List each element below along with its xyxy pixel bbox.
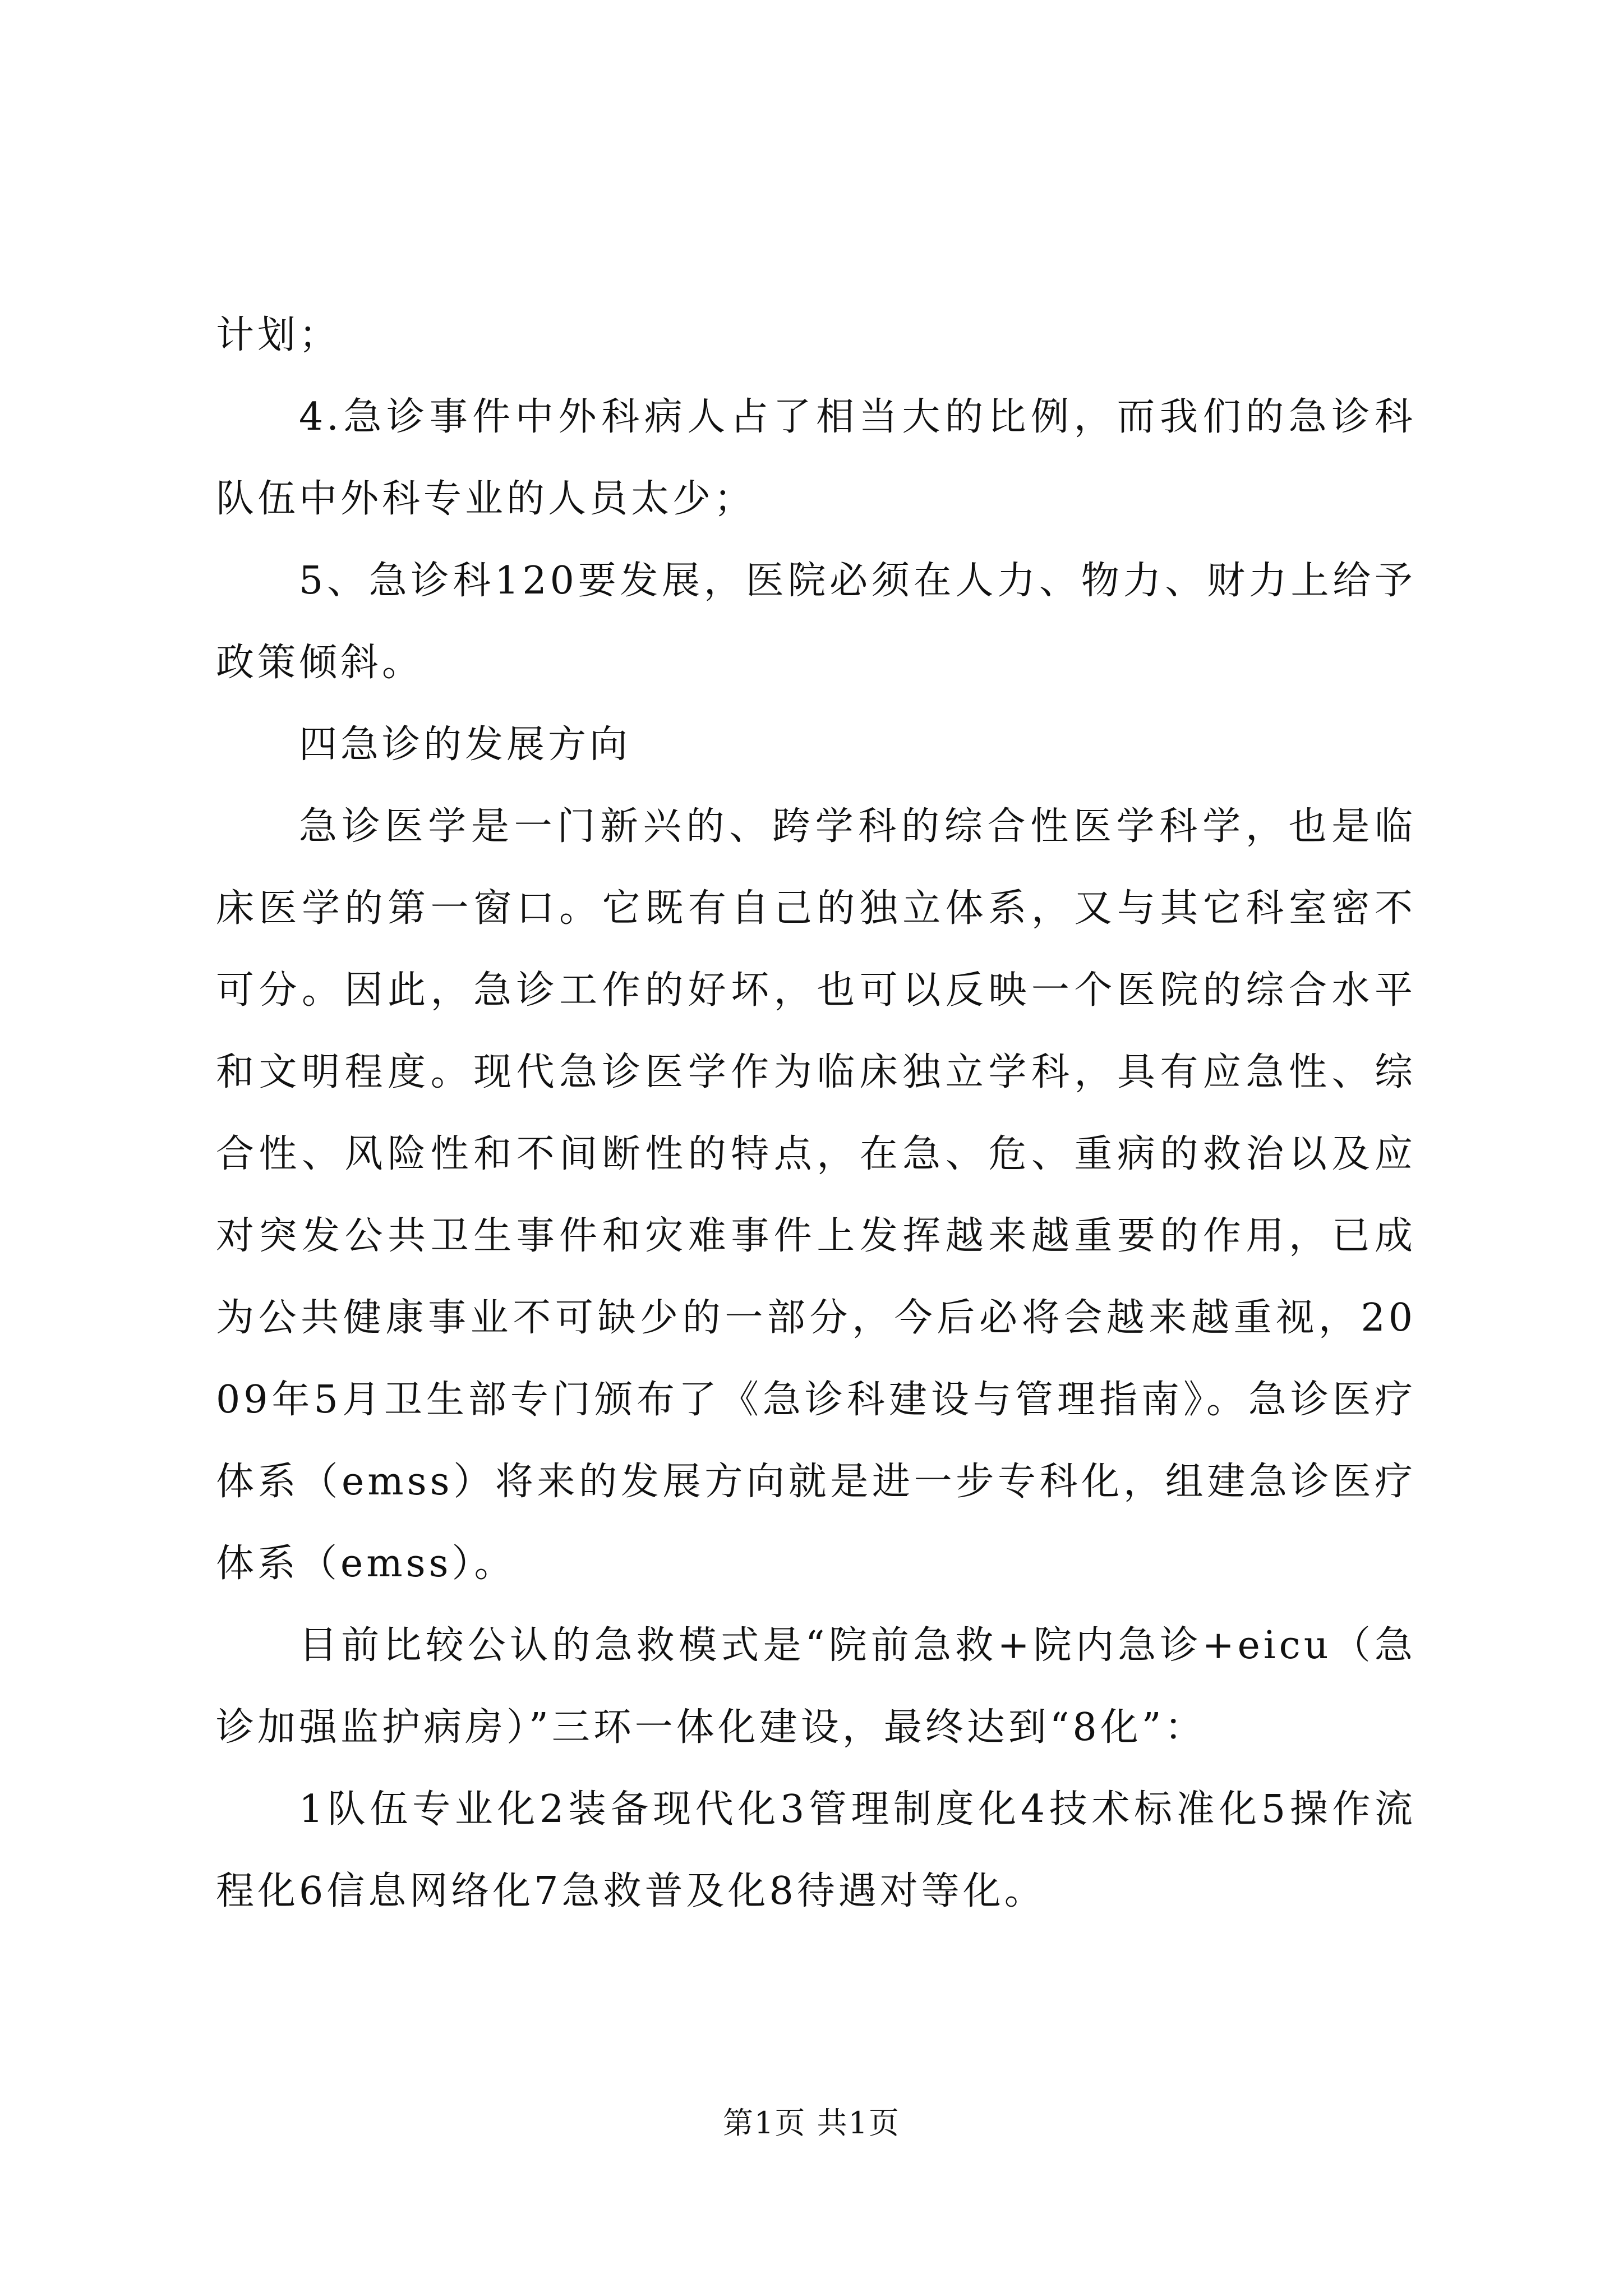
paragraph-emergency-medicine: 急诊医学是一门新兴的、跨学科的综合性医学科学，也是临床医学的第一窗口。它既有自己的独立体系，又与其它科室密不可分。因此，急诊工作的好坏，也可以反映一个医院的综合水平和文明程度。现代急诊医学作为临床独立学科，具有应急性、综合性、风险性和不间断性的特点，在急、危、重病的救治以及应对突发公共卫生事件和灾难事件上发挥越来越重要的作用，已成为公共健康事业不可缺少的一部分，今后必将会越来越重视，2009年5月卫生部专门颁布了《急诊科建设与管理指南》。急诊医疗体系（emss）将来的发展方向就是进一步专科化，组建急诊医疗体系（emss）。 — [216, 804, 1416, 1586]
document-body — [216, 295, 1416, 1932]
paragraph-eight-goals: 1队伍专业化2装备现代化3管理制度化4技术标准化5操作流程化6信息网络化7急救普及化8待遇对等化。 — [216, 1787, 1416, 1913]
page-footer: 第1页 共1页 — [723, 2105, 900, 2141]
section-heading-development: 四急诊的发展方向 — [299, 723, 631, 767]
paragraph-item-5: 5、急诊科120要发展，医院必须在人力、物力、财力上给予政策倾斜。 — [216, 559, 1416, 685]
paragraph-plan-continued: 计划； — [216, 313, 341, 357]
paragraph-rescue-model: 目前比较公认的急救模式是“院前急救+院内急诊+eicu（急诊加强监护病房）”三环一体化建设，最终达到“8化”： — [216, 1623, 1416, 1750]
paragraph-item-4: 4.急诊事件中外科病人占了相当大的比例，而我们的急诊科队伍中外科专业的人员太少； — [216, 395, 1416, 521]
